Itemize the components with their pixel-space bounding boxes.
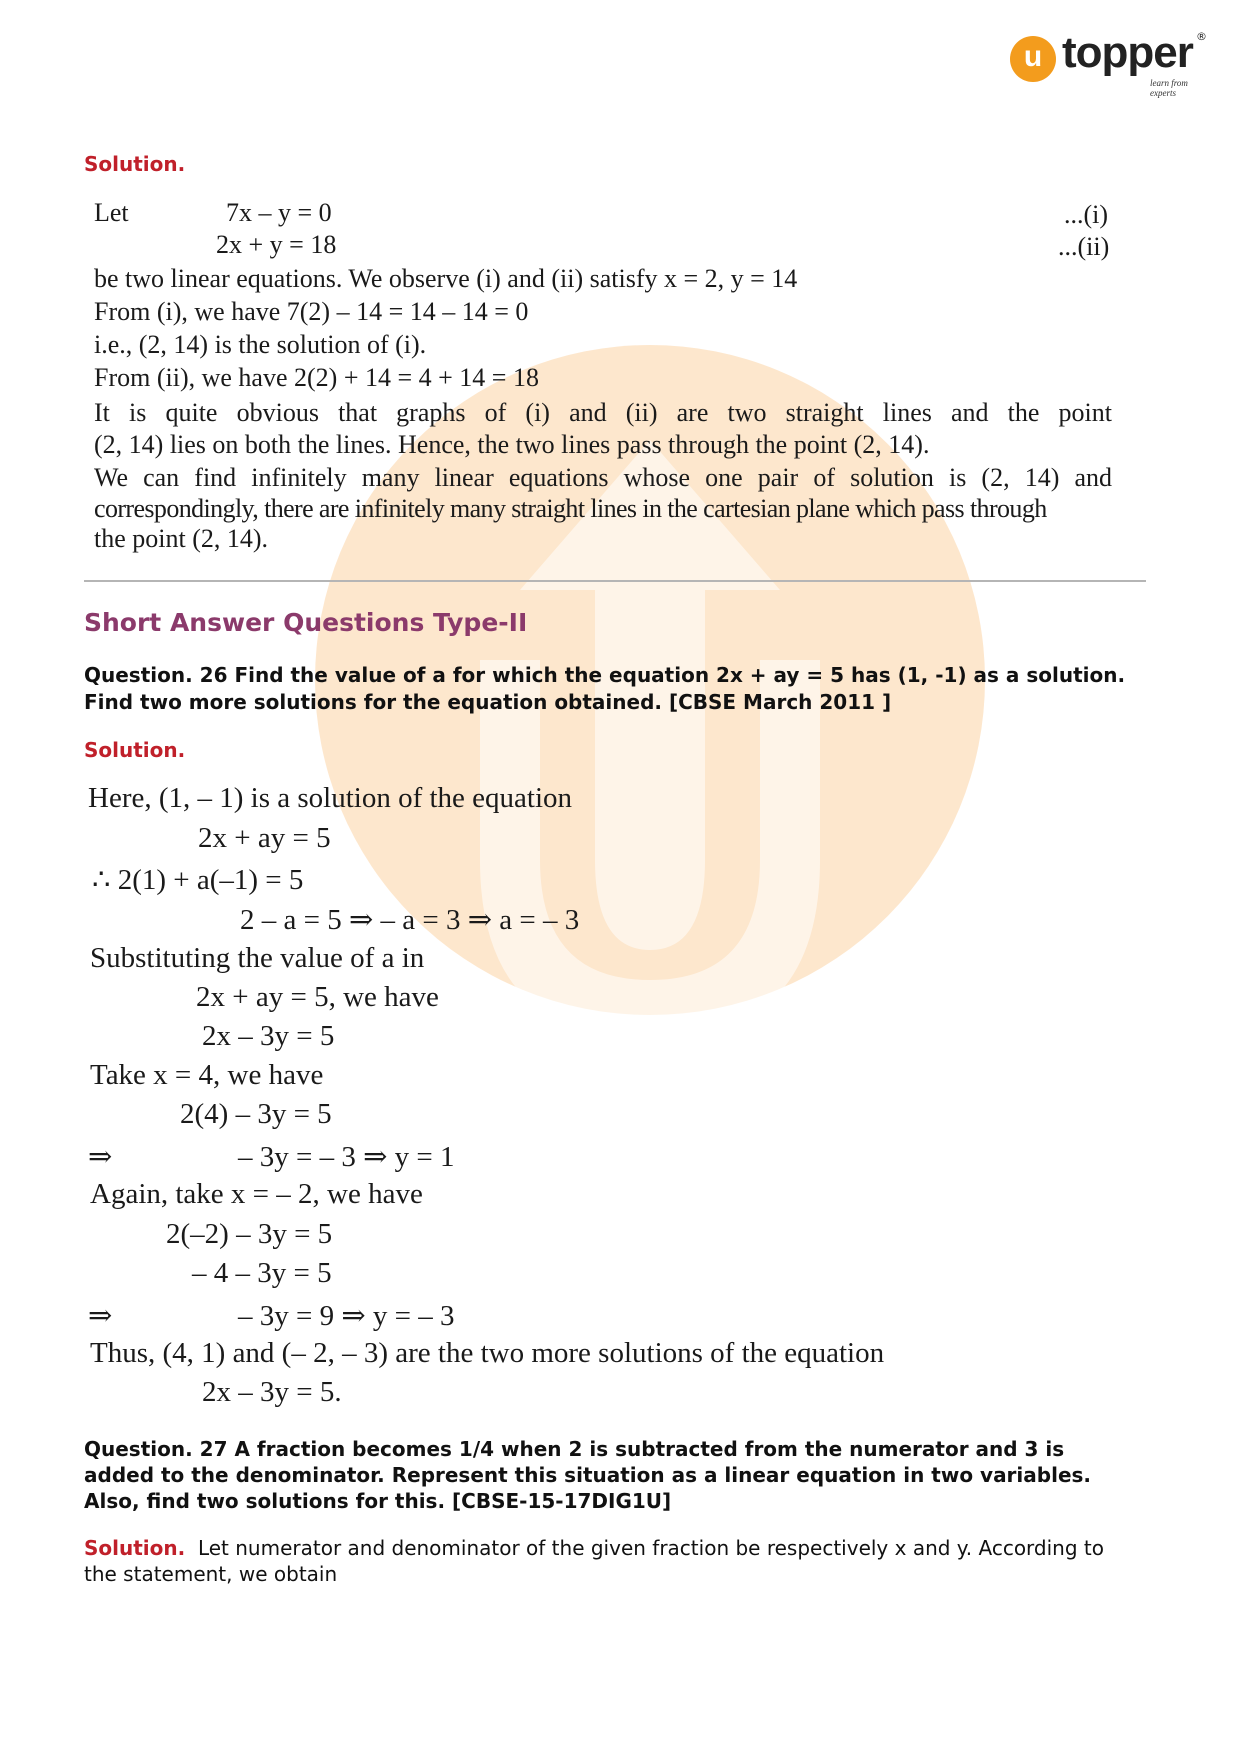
solution-26-line: Thus, (4, 1) and (– 2, – 3) are the two more solutions of the equation bbox=[90, 1337, 885, 1369]
solution-label: Solution. bbox=[84, 738, 186, 762]
solution-26-line: – 4 – 3y = 5 bbox=[192, 1257, 332, 1289]
question-26-line: Find two more solutions for the equation obtained. [CBSE March 2011 ] bbox=[84, 690, 892, 714]
solution-26-line: 2x – 3y = 5 bbox=[202, 1020, 335, 1052]
solution-27-text: the statement, we obtain bbox=[84, 1562, 338, 1586]
implies-symbol: ⇒ bbox=[88, 1300, 113, 1332]
solution-26-line: 2(–2) – 3y = 5 bbox=[166, 1218, 333, 1250]
solution-26-line: Again, take x = – 2, we have bbox=[90, 1178, 423, 1210]
logo-tagline: learn from experts bbox=[1150, 78, 1188, 98]
logo-mark-icon: u bbox=[1010, 36, 1056, 82]
question-27-line: added to the denominator. Represent this situation as a linear equation in two variables. bbox=[84, 1463, 1092, 1487]
topper-logo bbox=[1010, 28, 1210, 98]
logo-wordmark: topper bbox=[1062, 28, 1193, 77]
implies-symbol: ⇒ bbox=[88, 1141, 113, 1173]
solution-label: Solution. bbox=[84, 1536, 186, 1560]
solution-26-line: Take x = 4, we have bbox=[90, 1059, 324, 1091]
solution-26-line: Substituting the value of a in bbox=[90, 942, 425, 974]
solution-26-line: – 3y = – 3 ⇒ y = 1 bbox=[238, 1141, 455, 1173]
equation-tag-1: ...(i) bbox=[1064, 200, 1109, 229]
solution-line: From (ii), we have 2(2) + 14 = 4 + 14 = 18 bbox=[94, 363, 539, 392]
question-26-line: Question. 26 Find the value of a for which the equation 2x + ay = 5 has (1, -1) as a solution. bbox=[84, 663, 1126, 687]
solution-26-line: 2 – a = 5 ⇒ – a = 3 ⇒ a = – 3 bbox=[240, 904, 580, 936]
question-27-line: Also, find two solutions for this. [CBSE-15-17DIG1U] bbox=[84, 1489, 672, 1513]
solution-26-line: 2x + ay = 5 bbox=[198, 822, 331, 854]
solution-27-first-line bbox=[84, 1535, 1104, 1561]
section-heading: Short Answer Questions Type-II bbox=[84, 608, 528, 637]
section-divider bbox=[84, 580, 1146, 582]
equation-tag-2: ...(ii) bbox=[1058, 232, 1110, 261]
solution-paragraph: We can find infinitely many linear equations whose one pair of solution is (2, 14) and bbox=[94, 463, 1112, 492]
equation-2: 2x + y = 18 bbox=[216, 230, 337, 259]
solution-26-line: 2x – 3y = 5. bbox=[202, 1376, 342, 1408]
solution-line: be two linear equations. We observe (i) and (ii) satisfy x = 2, y = 14 bbox=[94, 264, 798, 293]
solution-26-line: Here, (1, – 1) is a solution of the equation bbox=[88, 782, 573, 814]
solution-label: Solution. bbox=[84, 152, 186, 176]
question-27-line: Question. 27 A fraction becomes 1/4 when 2 is subtracted from the numerator and 3 is bbox=[84, 1437, 1065, 1461]
solution-paragraph: It is quite obvious that graphs of (i) and (ii) are two straight lines and the point bbox=[94, 398, 1112, 427]
equation-1: 7x – y = 0 bbox=[226, 198, 332, 227]
solution-paragraph: the point (2, 14). bbox=[94, 524, 269, 553]
let-label: Let bbox=[94, 198, 129, 227]
solution-26-line: 2(4) – 3y = 5 bbox=[180, 1098, 332, 1130]
solution-26-line: 2x + ay = 5, we have bbox=[196, 981, 439, 1013]
solution-line: From (i), we have 7(2) – 14 = 14 – 14 = 0 bbox=[94, 297, 529, 326]
solution-paragraph: (2, 14) lies on both the lines. Hence, the two lines pass through the point (2, 14). bbox=[94, 430, 930, 459]
solution-paragraph: correspondingly, there are infinitely many straight lines in the cartesian plane which pass through bbox=[94, 494, 1047, 523]
solution-26-line: – 3y = 9 ⇒ y = – 3 bbox=[238, 1300, 455, 1332]
solution-26-line: ∴ 2(1) + a(–1) = 5 bbox=[92, 864, 304, 896]
solution-line: i.e., (2, 14) is the solution of (i). bbox=[94, 330, 427, 359]
solution-27-text: Let numerator and denominator of the given fraction be respectively x and y. According to bbox=[197, 1536, 1104, 1560]
registered-mark: ® bbox=[1196, 30, 1207, 43]
